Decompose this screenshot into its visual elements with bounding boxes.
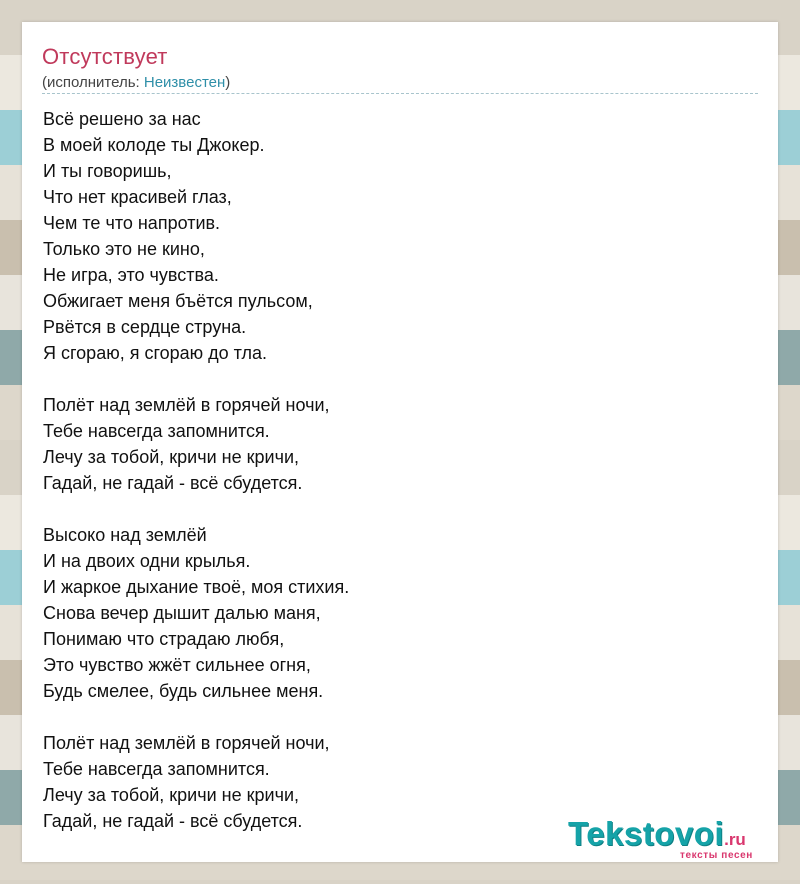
artist-prefix: (исполнитель:	[42, 74, 144, 91]
lyrics-text: Всё решено за нас В моей колоде ты Джокер. И ты говоришь, Что нет красивей глаз, Чем те что напротив. Только это не кино, Не игра, это чувства. Обжигает меня бъётся пульсом, Рвётся в сердце струна. Я сгораю, я сгораю до тла. Полёт над землёй в горячей ночи, Тебе навсегда запомнится. Лечу за тобой, кричи не кричи, Гадай, не гадай - всё сбудется. Высоко над землёй И на двоих одни крылья. И жаркое дыхание твоё, моя стихия. Снова вечер дышит далью маня, Понимаю что страдаю любя, Это чувство жжёт сильнее огня, Будь смелее, будь сильнее меня. Полёт над землёй в горячей ночи, Тебе навсегда запомнится. Лечу за тобой, кричи не кричи, Гадай, не гадай - всё сбудется.	[43, 109, 350, 831]
artist-suffix: )	[225, 74, 231, 91]
logo-main-text: Tekstovoi	[568, 815, 725, 852]
artist-line	[42, 74, 230, 91]
artist-link[interactable]: Неизвестен	[143, 74, 226, 91]
song-title: Отсутствует	[42, 44, 168, 69]
logo-subtitle: тексты песен	[680, 850, 753, 861]
logo-tld: .ru	[724, 830, 746, 849]
site-logo[interactable]	[568, 814, 778, 864]
dashed-divider	[42, 93, 758, 94]
lyrics-card	[22, 22, 778, 862]
